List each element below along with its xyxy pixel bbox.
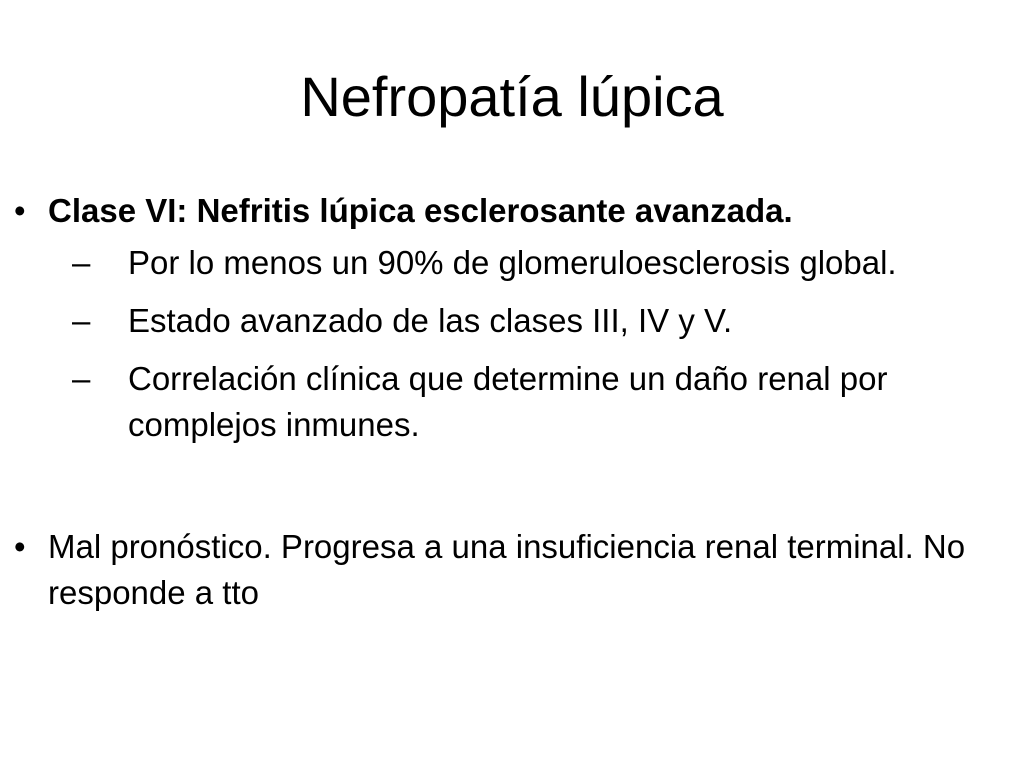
slide-title: Nefropatía lúpica: [300, 65, 724, 128]
sub-bullet-text: Estado avanzado de las clases III, IV y V.: [128, 302, 733, 339]
sub-bullet-item: [48, 240, 994, 286]
bullet-dot-icon: •: [14, 192, 26, 229]
bullet-item-pronostico: [14, 524, 994, 616]
sub-bullet-text: Correlación clínica que determine un daño renal por complejos inmunes.: [128, 360, 888, 443]
bullet-item-clase-vi: [14, 188, 994, 448]
sub-bullet-item: [48, 356, 994, 448]
bullet-text: Mal pronóstico. Progresa a una insuficiencia renal terminal. No responde a tto: [48, 528, 966, 611]
dash-icon: –: [72, 360, 91, 397]
sub-bullet-item: [48, 298, 994, 344]
sub-bullet-text: Por lo menos un 90% de glomeruloesclerosis global.: [128, 244, 897, 281]
dash-icon: –: [72, 302, 91, 339]
sub-bullet-list: [48, 240, 994, 448]
bullet-list: [14, 188, 994, 616]
bullet-dot-icon: •: [14, 528, 26, 565]
list-spacer: [14, 460, 994, 524]
bullet-heading: Clase VI: Nefritis lúpica esclerosante avanzada.: [48, 192, 793, 229]
dash-icon: –: [72, 244, 91, 281]
